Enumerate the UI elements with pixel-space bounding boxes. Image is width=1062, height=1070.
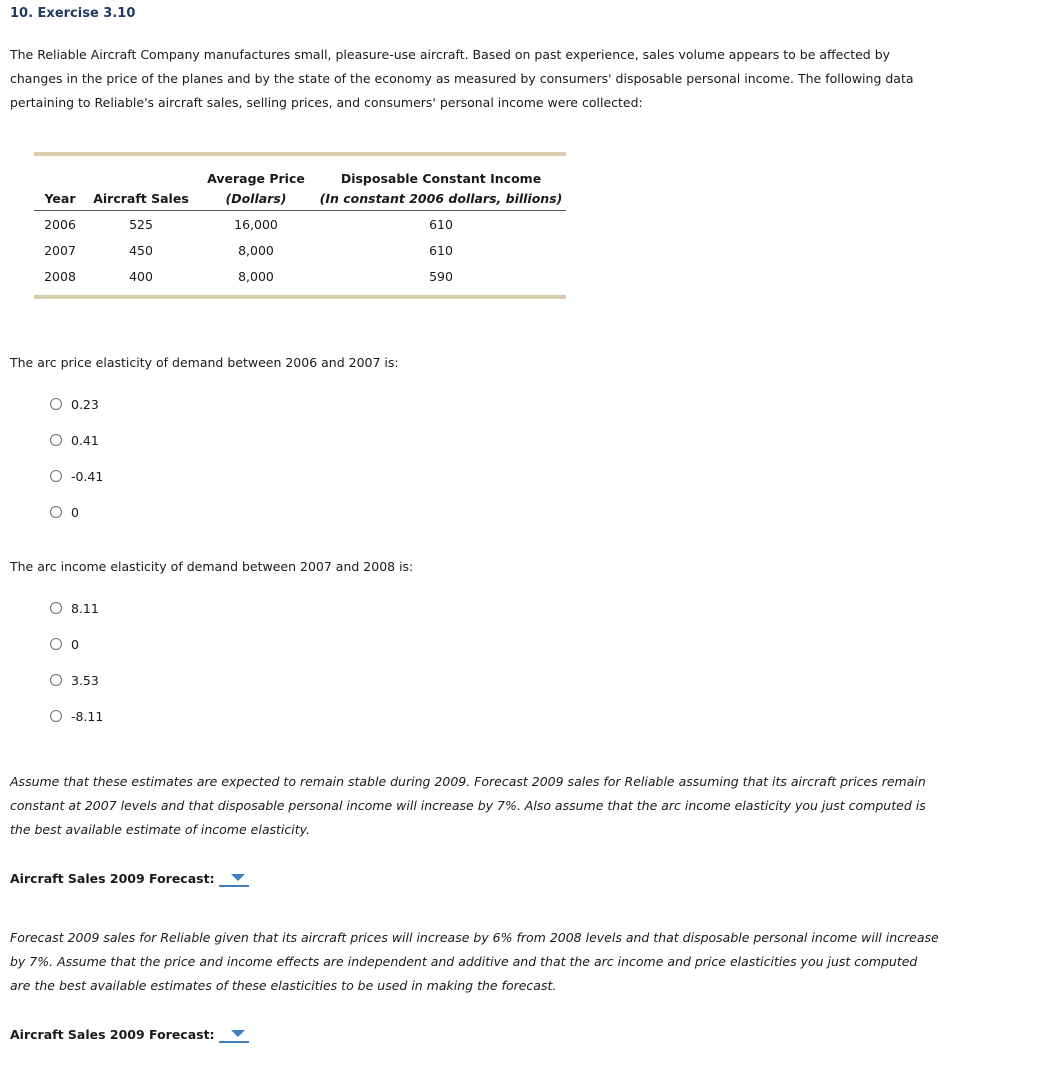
option-label: -0.41: [71, 468, 104, 484]
option-label: -8.11: [71, 708, 104, 724]
exercise-title: 10. Exercise 3.10: [10, 6, 136, 21]
option-label: 0.23: [71, 396, 99, 412]
cell-year: 2007: [44, 242, 76, 258]
cell-income: 610: [429, 216, 453, 232]
radio-button[interactable]: [50, 674, 62, 686]
table-bottom-rule: [34, 295, 566, 299]
forecast-1-dropdown[interactable]: [219, 871, 249, 887]
price-elasticity-question: The arc price elasticity of demand between 2006 and 2007 is:: [10, 355, 399, 370]
header-average-price: Average Price: [207, 171, 305, 186]
radio-button[interactable]: [50, 434, 62, 446]
cell-price: 8,000: [238, 242, 274, 258]
cell-income: 610: [429, 242, 453, 258]
option-label: 8.11: [71, 600, 99, 616]
header-disposable-income: Disposable Constant Income: [340, 171, 542, 186]
radio-button[interactable]: [50, 638, 62, 650]
cell-year: 2006: [44, 216, 76, 232]
forecast-question-1: Assume that these estimates are expected to remain stable during 2009. Forecast 2009 sales for Reliable assuming that its aircraft prices remain constant at 2007 levels and that disposable personal income will increase by 7%. Also assume that the arc income elasticity you just computed is the best available estimate of income elasticity.: [10, 774, 926, 837]
option-label: 0: [71, 636, 79, 652]
radio-option[interactable]: [50, 698, 103, 734]
radio-option[interactable]: [50, 626, 103, 662]
radio-option[interactable]: [50, 494, 103, 530]
header-year: Year: [34, 186, 86, 211]
header-aircraft-sales: Aircraft Sales: [86, 186, 196, 211]
radio-button[interactable]: [50, 398, 62, 410]
radio-option[interactable]: [50, 386, 103, 422]
radio-button[interactable]: [50, 506, 62, 518]
cell-price: 8,000: [238, 268, 274, 284]
option-label: 3.53: [71, 672, 99, 688]
forecast-1-row: [10, 870, 249, 886]
header-price-units: (Dollars): [196, 186, 316, 211]
cell-sales: 450: [129, 242, 153, 258]
cell-sales: 525: [129, 216, 153, 232]
header-income-units: (In constant 2006 dollars, billions): [316, 186, 566, 211]
table-row: [34, 263, 566, 289]
dropdown-arrow-icon: [231, 874, 245, 881]
income-elasticity-options: [50, 590, 103, 734]
forecast-1-label: Aircraft Sales 2009 Forecast:: [10, 870, 215, 886]
table-row: [34, 237, 566, 263]
price-elasticity-options: [50, 386, 103, 530]
dropdown-arrow-icon: [231, 1030, 245, 1037]
cell-sales: 400: [129, 268, 153, 284]
option-label: 0.41: [71, 432, 99, 448]
cell-year: 2008: [44, 268, 76, 284]
option-label: 0: [71, 504, 79, 520]
data-table: [34, 152, 566, 299]
forecast-2-row: [10, 1026, 249, 1042]
radio-button[interactable]: [50, 602, 62, 614]
forecast-2-dropdown[interactable]: [219, 1027, 249, 1043]
intro-paragraph: The Reliable Aircraft Company manufactures small, pleasure-use aircraft. Based on past experience, sales volume appears to be affected by changes in the price of the planes and by the state of the economy as measured by consumers' disposable personal income. The following data pertaining to Reliable's aircraft sales, selling prices, and consumers' personal income were collected:: [10, 47, 914, 110]
forecast-2-label: Aircraft Sales 2009 Forecast:: [10, 1026, 215, 1042]
radio-option[interactable]: [50, 458, 103, 494]
radio-option[interactable]: [50, 590, 103, 626]
radio-button[interactable]: [50, 470, 62, 482]
table-row: [34, 211, 566, 238]
cell-income: 590: [429, 268, 453, 284]
radio-button[interactable]: [50, 710, 62, 722]
cell-price: 16,000: [234, 216, 278, 232]
radio-option[interactable]: [50, 662, 103, 698]
forecast-question-2: Forecast 2009 sales for Reliable given that its aircraft prices will increase by 6% from 2008 levels and that disposable personal income will increase by 7%. Assume that the price and income effects are independent and additive and that the arc income and price elasticities you just computed are the best available estimates of these elasticities to be used in making the forecast.: [10, 930, 939, 993]
radio-option[interactable]: [50, 422, 103, 458]
income-elasticity-question: The arc income elasticity of demand between 2007 and 2008 is:: [10, 559, 414, 574]
